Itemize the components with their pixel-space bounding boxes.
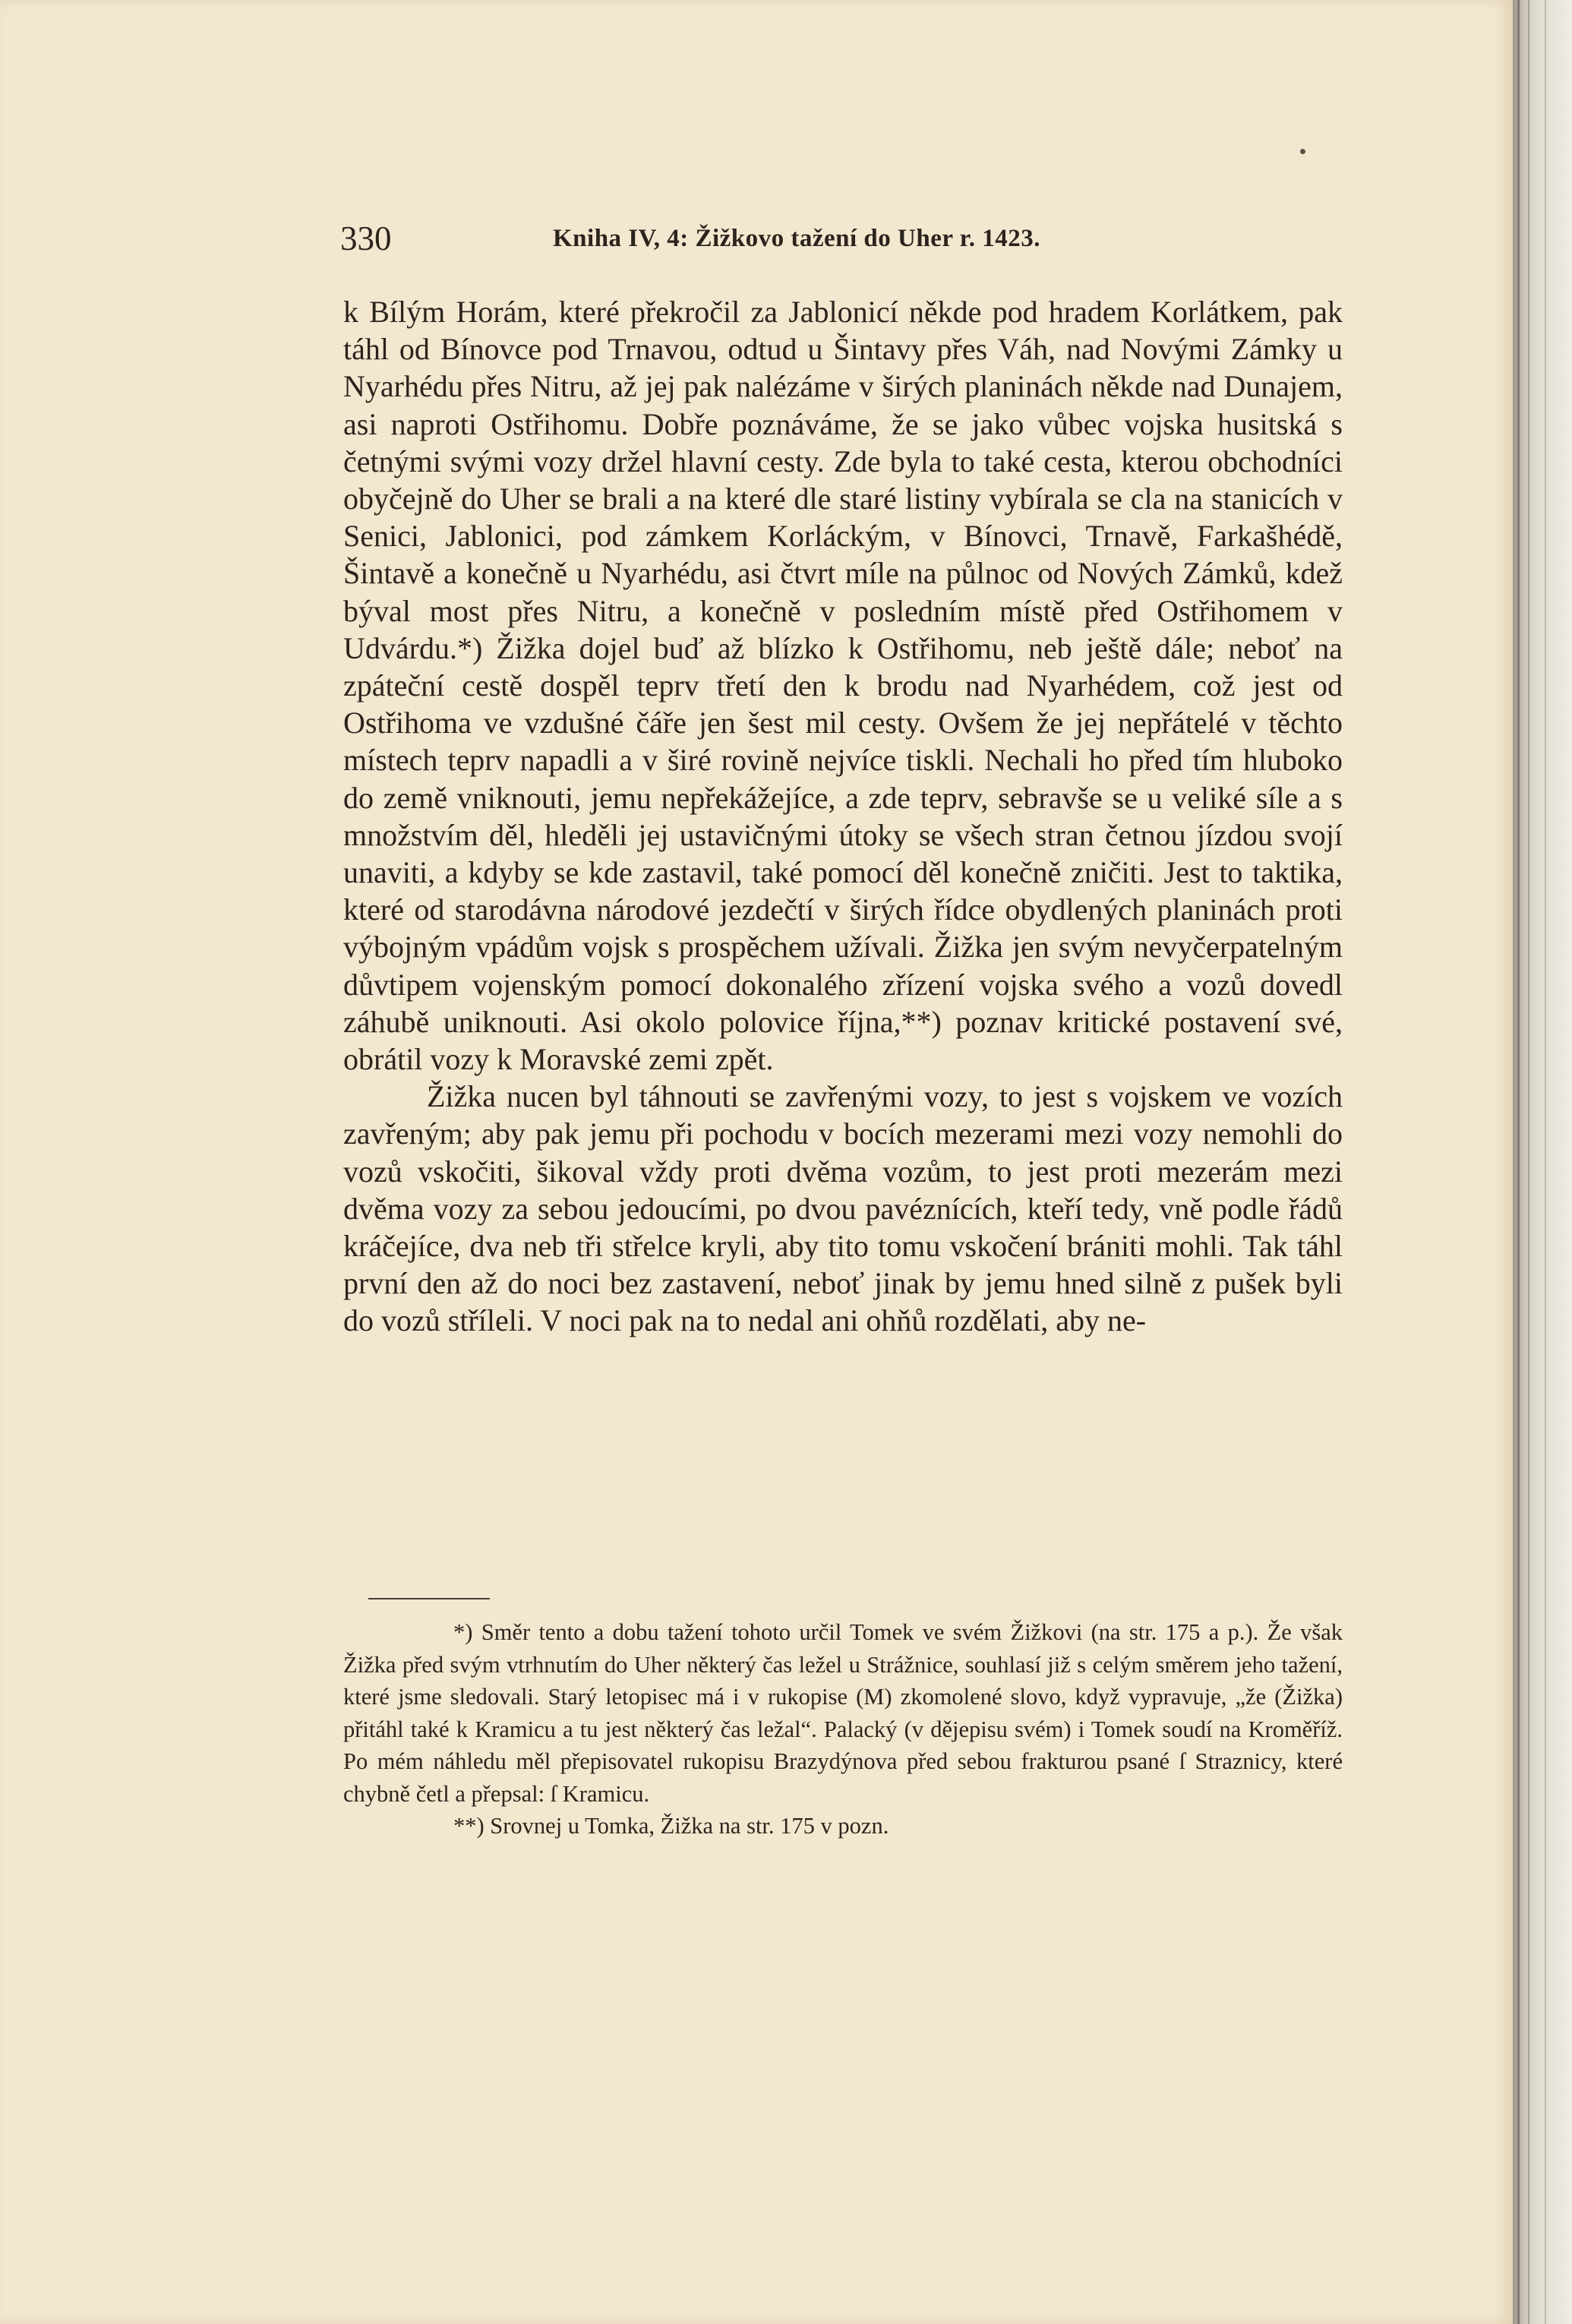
- page-edge-line: [1545, 0, 1546, 2324]
- page-edge-line: [1517, 0, 1520, 2324]
- footnote: *) Směr tento a dobu tažení tohoto určil Tomek ve svém Žižkovi (na str. 175 a p.). Že však Žižka před svým vtrhnutím do Uher některý čas ležel u Strážnice, souhlasí již s celým směrem jeho tažení, které jsme sledovali. Starý letopisec má i v rukopise (M) zkomolené slovo, když vypravuje, „že (Žižka) přitáhl také k Kramicu a tu jest některý čas ležal“. Palacký (v dějepisu svém) i Tomek soudí na Kroměříž. Po mém náhledu měl přepisovatel rukopisu Brazydýnova před sebou frakturou psané ſ Straznicy, které chybně četl a přepsal: ſ Kramicu.: [343, 1619, 1343, 1807]
- footnotes: [343, 1616, 1343, 1842]
- footnote: **) Srovnej u Tomka, Žižka na str. 175 v pozn.: [453, 1813, 889, 1839]
- running-title: Kniha IV, 4: Žižkovo tažení do Uher r. 1423.: [553, 225, 1041, 252]
- page-header: [340, 216, 1343, 261]
- paper-speck: [1300, 149, 1305, 154]
- page-edge-line: [1528, 0, 1529, 2324]
- footnote-separator: [368, 1598, 490, 1599]
- paragraph: Žižka nucen byl táhnouti se zavřenými vozy, to jest s vojskem ve vozích zavřeným; aby pak jemu při pochodu v bocích mezerami mezi vozy nemohli do vozů vskočiti, šikoval vždy proti dvěma vozům, to jest proti mezerám mezi dvěma vozy za sebou jedoucími, po dvou pavéznících, kteří tedy, vně podle řádů kráčejíce, dva neb tři střelce kryli, aby tito tomu vskočení brániti mohli. Tak táhl první den až do noci bez zastavení, neboť jinak by jemu hned silně z pušek byli do vozů stříleli. V noci pak na to nedal ani ohňů rozdělati, aby ne-: [343, 1079, 1343, 1338]
- page-number: 330: [340, 219, 392, 257]
- main-text: [343, 293, 1343, 1340]
- paragraph: k Bílým Horám, které překročil za Jablonicí někde pod hradem Korlátkem, pak táhl od Bínovce pod Trnavou, odtud u Šintavy přes Váh, nad Novými Zámky u Nyarhédu přes Nitru, až jej pak nalézáme v širých planinách někde nad Dunajem, asi naproti Ostřihomu. Dobře poznáváme, že se jako vůbec vojska husitská s četnými svými vozy držel hlavní cesty. Zde byla to také cesta, kterou obchodníci obyčejně do Uher se brali a na které dle staré listiny vybírala se cla na stanicích v Senici, Jablonici, pod zámkem Korláckým, v Bínovci, Trnavě, Farkašhédě, Šintavě a konečně u Nyarhédu, asi čtvrt míle na půlnoc od Nových Zámků, kdež býval most přes Nitru, a konečně v posledním místě před Ostřihomem v Udvárdu.*) Žižka dojel buď až blízko k Ostřihomu, neb ještě dále; neboť na zpáteční cestě dospěl teprv třetí den k brodu nad Nyarhédem, což jest od Ostřihoma ve vzdušné čáře jen šest mil cesty. Ovšem že jej nepřátelé v těchto místech teprv napadli a v širé rovině nejvíce tiskli. Nechali ho před tím hluboko do země vniknouti, jemu nepřekážejíce, a zde teprv, sebravše se u veliké síle a s množstvím děl, hleděli jej ustavičnými útoky se všech stran četnou jízdou svojí unaviti, a kdyby se kde zastavil, také pomocí děl konečně zničiti. Jest to taktika, které od starodávna národové jezdečtí v širých řídce obydlených planinách proti výbojným vpádům vojsk s prospěchem užívali. Žižka jen svým nevyčerpatelným důvtipem vojenským pomocí dokonalého zřízení vojska svého a vozů dovedl záhubě uniknouti. Asi okolo polovice října,**) poznav kritické postavení své, obrátil vozy k Moravské zemi zpět.: [343, 295, 1343, 1077]
- page-edge-shadow: [1513, 0, 1572, 2324]
